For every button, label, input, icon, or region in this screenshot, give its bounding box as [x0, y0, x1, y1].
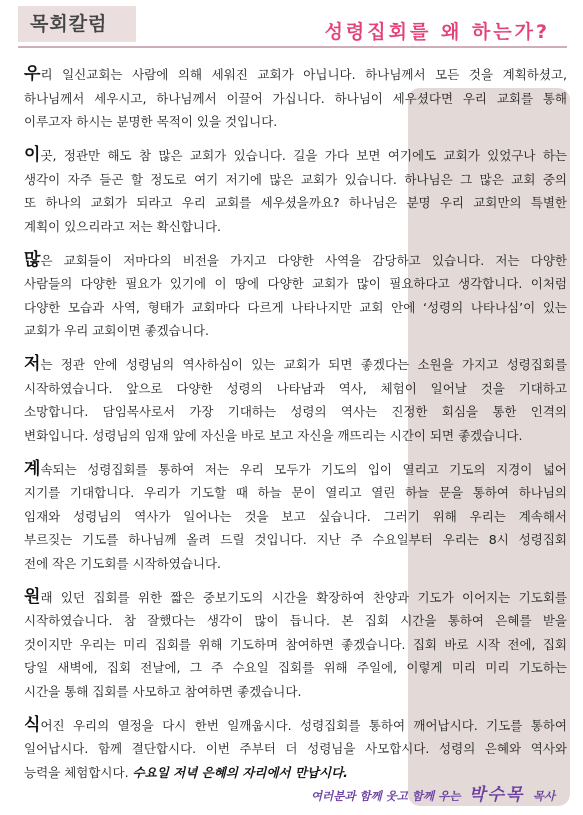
paragraph-line: 이루고자 하시는 분명한 목적이 있을 것입니다. — [24, 114, 278, 129]
paragraph-2 — [24, 144, 567, 238]
closing-emphasis: 수요일 저녁 은혜의 자리에서 만납시다. — [132, 764, 348, 780]
paragraph-line — [24, 458, 567, 482]
paragraph-line-text: 은 교회들이 저마다의 비전을 가지고 다양한 사역을 감당하고 있습니다. 저는 다양한 — [40, 252, 567, 268]
paragraph-line-text: 리 일신교회는 사람에 의해 세워진 교회가 아닙니다. 하나님께서 모든 것을 계획하셨고, — [40, 67, 567, 82]
paragraph-line: 일어납시다. 함께 결단합시다. 이번 주부터 더 성령님을 사모합시다. 성령의 은혜와 역사와 — [24, 741, 567, 756]
paragraph-line: 계획이 있으리라고 저는 확신합니다. — [24, 218, 222, 234]
paragraph-7 — [24, 714, 567, 785]
paragraph-line-text: 래 있던 집회를 위한 짧은 중보기도의 시간을 확장하여 찬양과 기도가 이어지는 기도회를 — [40, 589, 567, 605]
paragraph-line-text: 능력을 체험합시다. — [24, 764, 129, 780]
paragraph-line: 소망합니다. 담임목사로서 가장 기대하는 성령의 역사는 진정한 회심을 통한 인격의 — [24, 404, 567, 419]
paragraph-line — [24, 714, 567, 738]
paragraph-initial: 저 — [24, 354, 41, 374]
author-title: 목사 — [532, 789, 555, 803]
paragraph-line: 하나님께서 세우시고, 하나님께서 이끌어 가십니다. 하나님이 세우셨다면 우리 교회를 통해 — [24, 90, 567, 106]
paragraph-line: 전에 작은 기도회를 시작하였습니다. — [24, 555, 222, 571]
paragraph-line — [24, 586, 567, 610]
paragraph-line: 변화입니다. 성령님의 임재 앞에 자신을 바로 보고 자신을 깨뜨리는 시간이 되면 좋겠습니다. — [24, 427, 523, 443]
paragraph-line: 시작하였습니다. 참 잘했다는 생각이 많이 듭니다. 본 집회 시간을 통하여 은혜를 받을 — [24, 613, 567, 628]
author-name: 박수목 — [468, 785, 525, 805]
header-divider — [18, 46, 567, 48]
paragraph-line: 시작하였습니다. 앞으로 다양한 성령의 나타남과 역사, 체험이 일어날 것을 기대하고 — [24, 380, 567, 396]
paragraph-line: 또 하나의 교회가 되라고 우리 교회를 세우셨을까요? 하나님은 분명 우리 교회만의 특별한 — [24, 195, 567, 210]
signature-prefix: 여러분과 함께 웃고 함께 우는 — [311, 789, 461, 803]
column-label-box — [18, 6, 136, 42]
paragraph-line: 시간을 통해 집회를 사모하고 참여하면 좋겠습니다. — [24, 683, 302, 699]
paragraph-line: 생각이 자주 들곤 할 정도로 여기 저기에 많은 교회가 있습니다. 하나님은 그 많은 교회 중의 — [24, 171, 567, 187]
paragraph-line — [24, 353, 567, 377]
paragraph-6 — [24, 586, 567, 704]
paragraph-4 — [24, 353, 567, 447]
paragraph-initial: 많 — [24, 249, 41, 270]
paragraph-initial: 식 — [24, 714, 41, 735]
paragraph-line-text: 곳, 정관만 해도 참 많은 교회가 있습니다. 길을 가다 보면 여기에도 교회가 있었구나 하는 — [40, 148, 567, 163]
paragraph-5 — [24, 458, 567, 576]
paragraph-line: 당일 새벽에, 집회 전날에, 그 주 수요일 집회를 위해 주일에, 이렇게 미리 미리 기도하는 — [24, 660, 567, 675]
paragraph-line: 지기를 기대합니다. 우리가 기도할 때 하늘 문이 열리고 열린 하늘 문을 통하여 하나님의 — [24, 485, 567, 500]
paragraph-line: 사람들의 다양한 필요가 있기에 이 땅에 다양한 교회가 많이 필요하다고 생각합니다. 이처럼 — [24, 276, 567, 291]
paragraph-line — [24, 63, 567, 87]
paragraph-line — [24, 249, 567, 273]
paragraph-line: 것이지만 우리는 미리 집회를 위해 기도하며 참여하면 좋겠습니다. 집회 바로 시작 전에, 집회 — [24, 636, 567, 652]
author-signature — [311, 783, 555, 808]
column-body — [24, 63, 567, 784]
paragraph-line: 임재와 성령님의 역사가 일어나는 것을 보고 싶습니다. 그러기 위해 우리는 계속해서 — [24, 508, 567, 524]
paragraph-line: 부르짖는 기도를 하나님께 올려 드릴 것입니다. 지난 주 수요일부터 우리는 8시 성령집회 — [24, 532, 567, 547]
paragraph-line-text: 는 정관 안에 성령님의 역사하심이 있는 교회가 되면 좋겠다는 소원을 가지고 성령집회를 — [40, 357, 567, 372]
paragraph-line — [24, 761, 567, 785]
paragraph-initial: 우 — [24, 64, 41, 84]
paragraph-initial: 원 — [24, 586, 41, 607]
paragraph-line: 다양한 모습과 사역, 형태가 교회마다 다르게 나타나지만 교회 안에 ‘성령의 나타나심’이 있는 — [24, 299, 567, 315]
paragraph-line-text: 속되는 성령집회를 통하여 저는 우리 모두가 기도의 입이 열리고 기도의 지경이 넓어 — [40, 461, 567, 477]
paragraph-line — [24, 144, 567, 168]
paragraph-initial: 이 — [24, 145, 41, 165]
paragraph-line-text: 어진 우리의 열정을 다시 한번 일깨웁시다. 성령집회를 통하여 깨어납시다. 기도를 통하여 — [40, 717, 567, 733]
paragraph-initial: 계 — [24, 458, 41, 479]
paragraph-line: 교회가 우리 교회이면 좋겠습니다. — [24, 323, 209, 338]
paragraph-3 — [24, 249, 567, 343]
column-title: 성령집회를 왜 하는가? — [324, 21, 550, 43]
column-label: 목회칼럼 — [30, 13, 108, 35]
paragraph-1 — [24, 63, 567, 134]
